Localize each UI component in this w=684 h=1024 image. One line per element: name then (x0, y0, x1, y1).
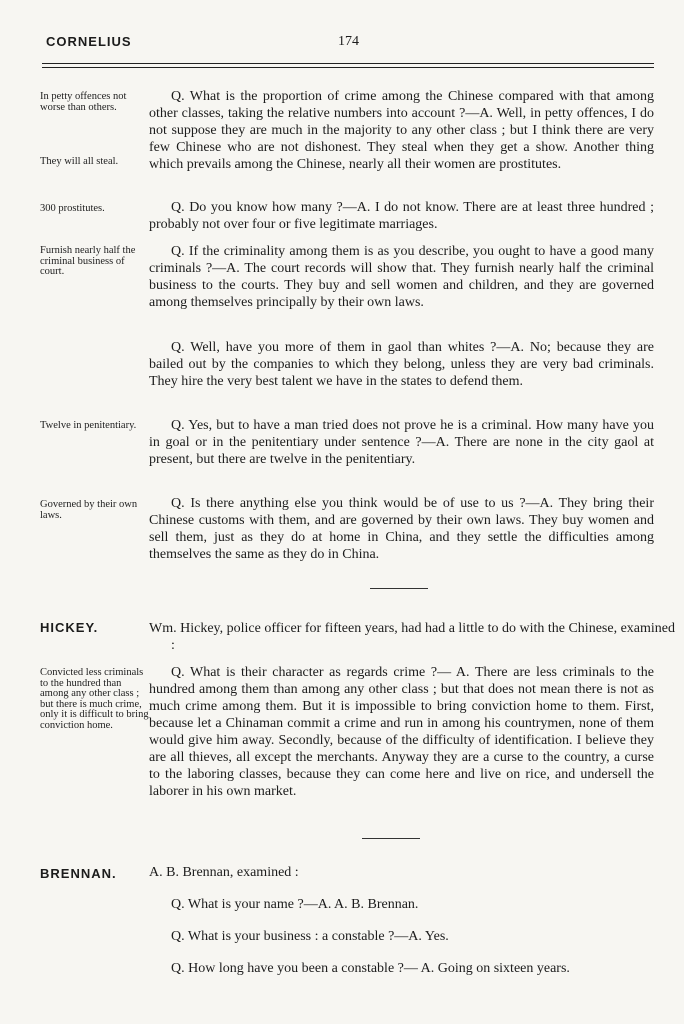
testimony-paragraph: Q. Well, have you more of them in gaol than whites ?—A. No; because they are bailed out by the companies to which they belong, unless they are very bad criminals. They hire the very best talent we have in the states to defend them. (149, 340, 654, 389)
witness-introduction: A. B. Brennan, examined : (149, 865, 299, 880)
testimony-paragraph: Q. How long have you been a constable ?— A. Going on sixteen years. (171, 961, 570, 976)
witness-name: HICKEY. (40, 620, 99, 635)
margin-note: They will all steal. (40, 156, 119, 167)
margin-note: Twelve in penitentiary. (40, 420, 137, 431)
margin-note: Furnish nearly half the criminal business of court. (40, 245, 136, 277)
testimony-paragraph: Q. If the criminality among them is as you describe, you ought to have a good many criminals ?—A. The court records will show that. They furnish nearly half the criminal business to the courts. They buy and sell women and children, and they are governed among themselves principally by their own laws. (149, 244, 654, 310)
testimony-paragraph: Q. Do you know how many ?—A. I do not know. There are at least three hundred ; probably not over four or five legitimate marriages. (149, 200, 654, 232)
witness-name: BRENNAN. (40, 866, 117, 881)
running-head: CORNELIUS (46, 34, 132, 49)
testimony-question: Q. What is your business : a constable ?—A. Yes. (171, 929, 449, 944)
page-number: 174 (338, 34, 359, 49)
margin-note: In petty offences not worse than others. (40, 91, 127, 113)
testimony-paragraph: Q. What is their character as regards crime ?— A. There are less criminals to the hundred among them than among any other class ; but that does not mean there is not as much crime among them. But it is impossible to bring conviction home to them. First, because let a Chinaman commit a crime and run in among his countrymen, none of them would give him away. Secondly, because of the difficulty of identification. I believe they are all thieves, all except the merchants. Anyway they are a curse to the country, a curse to the laboring classes, because they can come here and live on rice, and undersell the laborer in his own market. (149, 665, 654, 799)
margin-note: 300 prostitutes. (40, 203, 105, 214)
testimony-paragraph: Q. Is there anything else you think would be of use to us ?—A. They bring their Chinese customs with them, and are governed by their own laws. They buy women and sell them, just as they do at home in China, and they settle the difficulties among themselves the same as they do in China. (149, 496, 654, 562)
header-rule-bottom (42, 67, 654, 68)
testimony-paragraph: Q. What is the proportion of crime among the Chinese compared with that among other classes, taking the relative numbers into account ?—A. Well, in petty offences, I do not suppose they are much in the majority to any other class ; but I think there are very few Chinese who are not dishonest. They steal when they get a show. Another thing which prevails among the Chinese, nearly all their women are prostitutes. (149, 89, 654, 172)
section-divider (362, 838, 420, 839)
testimony-question: Q. What is your name ?—A. A. B. Brennan. (171, 897, 419, 912)
witness-introduction: Wm. Hickey, police officer for fifteen years, had had a little to do with the Chinese, examined : (149, 621, 675, 653)
margin-note: Governed by their own laws. (40, 499, 138, 521)
header-rule-top (42, 63, 654, 64)
testimony-paragraph: Q. Yes, but to have a man tried does not prove he is a criminal. How many have you in goal or in the penitentiary under sentence ?—A. There are none in the city gaol at present, but there are twelve in the penitentiary. (149, 418, 654, 467)
margin-note: Convicted less criminals to the hundred than among any other class ; but there is much crime, only it is difficult to bring conviction home. (40, 667, 149, 731)
section-divider (370, 588, 428, 589)
